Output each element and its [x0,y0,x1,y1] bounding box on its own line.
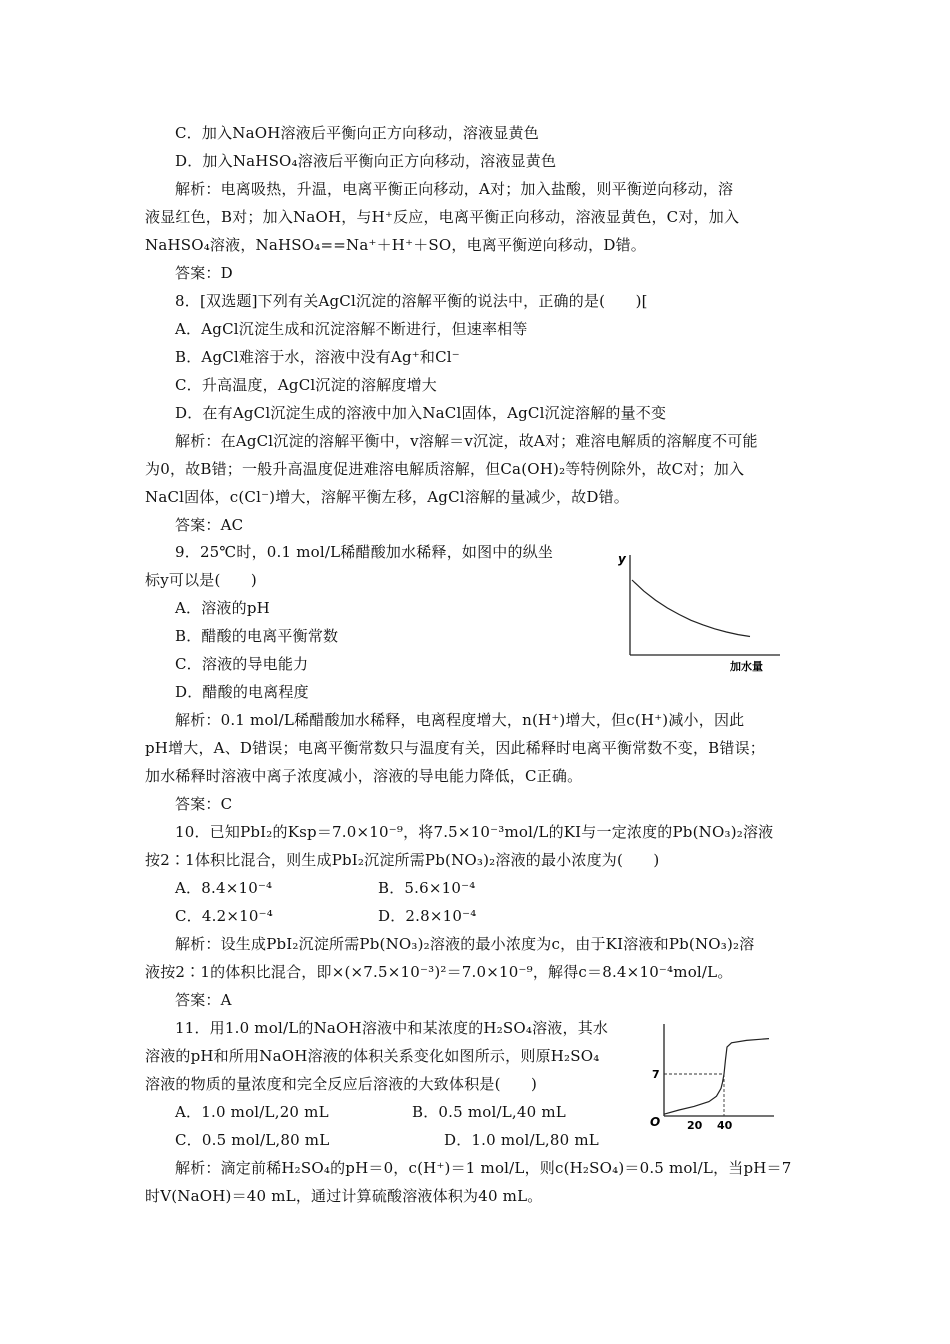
series-line [664,1039,769,1115]
answer-10: 答案：A [175,991,232,1009]
option-10d: D．2.8×10⁻⁴ [378,907,477,925]
analysis-9-line-3: 加水稀释时溶液中离子浓度减小，溶液的导电能力降低，C正确。 [145,767,583,785]
origin-label: O [650,1115,661,1129]
question-11-stem-3: 溶液的物质的量浓度和完全反应后溶液的大致体积是( ) [145,1075,538,1093]
question-10-stem-2: 按2∶1体积比混合，则生成PbI₂沉淀所需Pb(NO₃)₂溶液的最小浓度为( ) [145,851,660,869]
analysis-7-line-2: 液显红色，B对；加入NaOH，与H⁺反应，电离平衡正向移动，溶液显黄色，C对，加入 [145,208,740,226]
analysis-8-line-1: 解析：在AgCl沉淀的溶解平衡中，v溶解＝v沉淀，故A对；难溶电解质的溶解度不可能 [175,432,758,450]
option-10a: A．8.4×10⁻⁴ [175,879,273,897]
option-11c: C．0.5 mol/L,80 mL [175,1131,330,1149]
x-tick-20: 20 [687,1119,703,1132]
option-8b: B．AgCl难溶于水，溶液中没有Ag⁺和Cl⁻ [175,348,460,366]
x-axis-label: 加水量 [730,660,763,673]
option-9b: B．醋酸的电离平衡常数 [175,627,339,645]
option-10b: B．5.6×10⁻⁴ [378,879,476,897]
figure-titration-chart [648,1018,778,1134]
analysis-9-line-1: 解析：0.1 mol/L稀醋酸加水稀释，电离程度增大，n(H⁺)增大，但c(H⁺)减小，因此 [175,711,745,729]
question-9-stem-1: 9．25℃时，0.1 mol/L稀醋酸加水稀释，如图中的纵坐 [175,543,554,561]
option-9c: C．溶液的导电能力 [175,655,309,673]
question-8-stem: 8．[双选题]下列有关AgCl沉淀的溶解平衡的说法中，正确的是( )[ [175,292,648,310]
option-10c: C．4.2×10⁻⁴ [175,907,273,925]
y-axis-label: y [618,552,626,566]
option-7c: C．加入NaOH溶液后平衡向正方向移动，溶液显黄色 [175,124,539,142]
option-8d: D．在有AgCl沉淀生成的溶液中加入NaCl固体，AgCl沉淀溶解的量不变 [175,404,667,422]
option-8a: A．AgCl沉淀生成和沉淀溶解不断进行，但速率相等 [175,320,528,338]
question-11-stem-2: 溶液的pH和所用NaOH溶液的体积关系变化如图所示，则原H₂SO₄ [145,1047,600,1065]
question-9-stem-2: 标y可以是( ) [145,571,257,589]
question-11-stem-1: 11．用1.0 mol/L的NaOH溶液中和某浓度的H₂SO₄溶液，其水 [175,1019,609,1037]
analysis-8-line-3: NaCl固体，c(Cl⁻)增大，溶解平衡左移，AgCl溶解的量减少，故D错。 [145,488,629,506]
option-9a: A．溶液的pH [175,599,270,617]
x-tick-40: 40 [717,1119,733,1132]
option-11a: A．1.0 mol/L,20 mL [175,1103,329,1121]
analysis-8-line-2: 为0，故B错；一般升高温度促进难溶电解质溶解，但Ca(OH)₂等特例除外，故C对；加入 [145,460,745,478]
analysis-10-line-2: 液按2∶1的体积比混合，即×(×7.5×10⁻³)²＝7.0×10⁻⁹，解得c＝8.4×10⁻⁴mol/L。 [145,963,733,981]
answer-7: 答案：D [175,264,233,282]
analysis-10-line-1: 解析：设生成PbI₂沉淀所需Pb(NO₃)₂溶液的最小浓度为c，由于KI溶液和Pb(NO₃)₂溶 [175,935,755,953]
answer-8: 答案：AC [175,516,244,534]
y-tick-7: 7 [652,1068,660,1081]
analysis-7-line-1: 解析：电离吸热，升温，电离平衡正向移动，A对；加入盐酸，则平衡逆向移动，溶 [175,180,734,198]
analysis-7-line-3: NaHSO₄溶液，NaHSO₄==Na⁺＋H⁺＋SO，电离平衡逆向移动，D错。 [145,236,646,254]
question-10-stem-1: 10．已知PbI₂的Ksp＝7.0×10⁻⁹，将7.5×10⁻³mol/L的KI与一定浓度的Pb(NO₃)₂溶液 [175,823,774,841]
option-11b: B．0.5 mol/L,40 mL [412,1103,566,1121]
analysis-11-line-2: 时V(NaOH)＝40 mL，通过计算硫酸溶液体积为40 mL。 [145,1187,543,1205]
answer-9: 答案：C [175,795,233,813]
figure-dilution-chart [610,545,785,675]
analysis-11-line-1: 解析：滴定前稀H₂SO₄的pH＝0，c(H⁺)＝1 mol/L，则c(H₂SO₄)＝0.5 mol/L，当pH＝7 [175,1159,792,1177]
option-8c: C．升高温度，AgCl沉淀的溶解度增大 [175,376,437,394]
option-11d: D．1.0 mol/L,80 mL [444,1131,599,1149]
option-7d: D．加入NaHSO₄溶液后平衡向正方向移动，溶液显黄色 [175,152,557,170]
option-9d: D．醋酸的电离程度 [175,683,309,701]
series-line [632,580,750,637]
analysis-9-line-2: pH增大，A、D错误；电离平衡常数只与温度有关，因此稀释时电离平衡常数不变，B错误； [145,739,765,757]
